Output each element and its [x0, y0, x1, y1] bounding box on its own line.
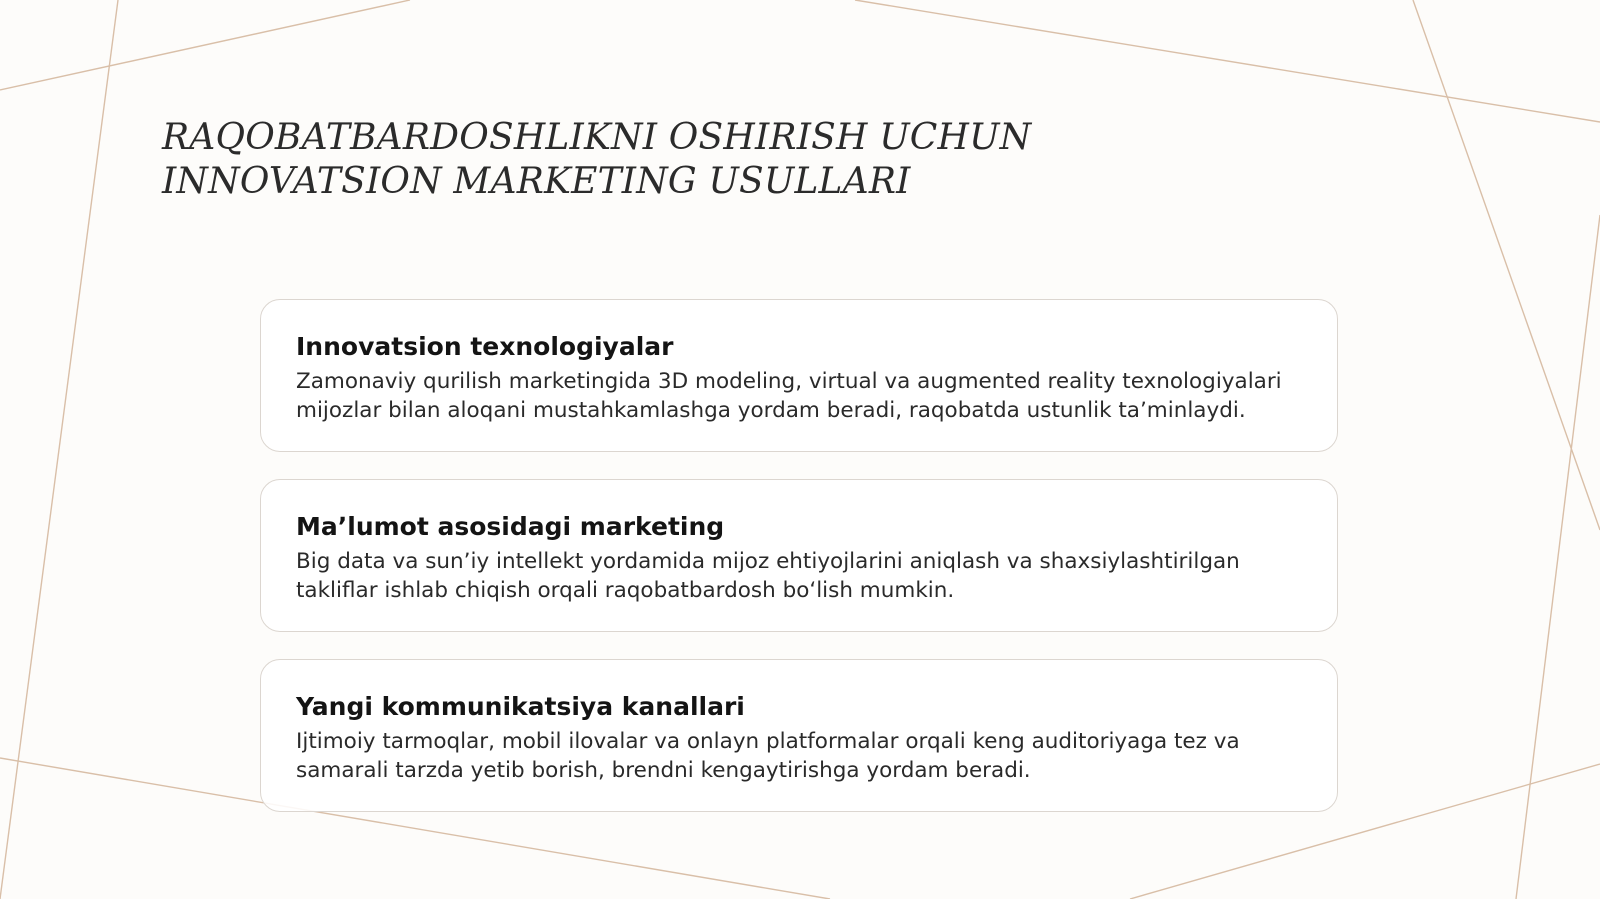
card-text: Big data va sunʼiy intellekt yordamida mijoz ehtiyojlarini aniqlash va shaxsiylashtirilgan takliflar ishlab chiqish orqali raqobatbardosh boʻlish mumkin.: [296, 549, 1240, 603]
card-innovative-technologies: [260, 299, 1338, 452]
decorative-line: [0, 0, 118, 899]
decorative-line: [855, 0, 1600, 122]
card-new-communication-channels: [260, 659, 1338, 812]
card-text: Zamonaviy qurilish marketingida 3D modeling, virtual va augmented reality texnologiyalari mijozlar bilan aloqani mustahkamlashga yordam beradi, raqobatda ustunlik taʼminlaydi.: [296, 369, 1282, 423]
card-heading: Maʼlumot asosidagi marketing: [296, 512, 725, 541]
slide-title: RAQOBATBARDOSHLIKNI OSHIRISH UCHUN INNOVATSION MARKETING USULLARI: [162, 117, 1032, 202]
card-heading: Innovatsion texnologiyalar: [296, 332, 674, 361]
decorative-line: [0, 0, 410, 90]
card-heading: Yangi kommunikatsiya kanallari: [296, 692, 745, 721]
decorative-line: [1413, 0, 1600, 530]
decorative-line: [1516, 215, 1600, 899]
card-text: Ijtimoiy tarmoqlar, mobil ilovalar va onlayn platformalar orqali keng auditoriyaga tez va samarali tarzda yetib borish, brendni kengaytirishga yordam beradi.: [296, 729, 1240, 783]
card-data-driven-marketing: [260, 479, 1338, 632]
